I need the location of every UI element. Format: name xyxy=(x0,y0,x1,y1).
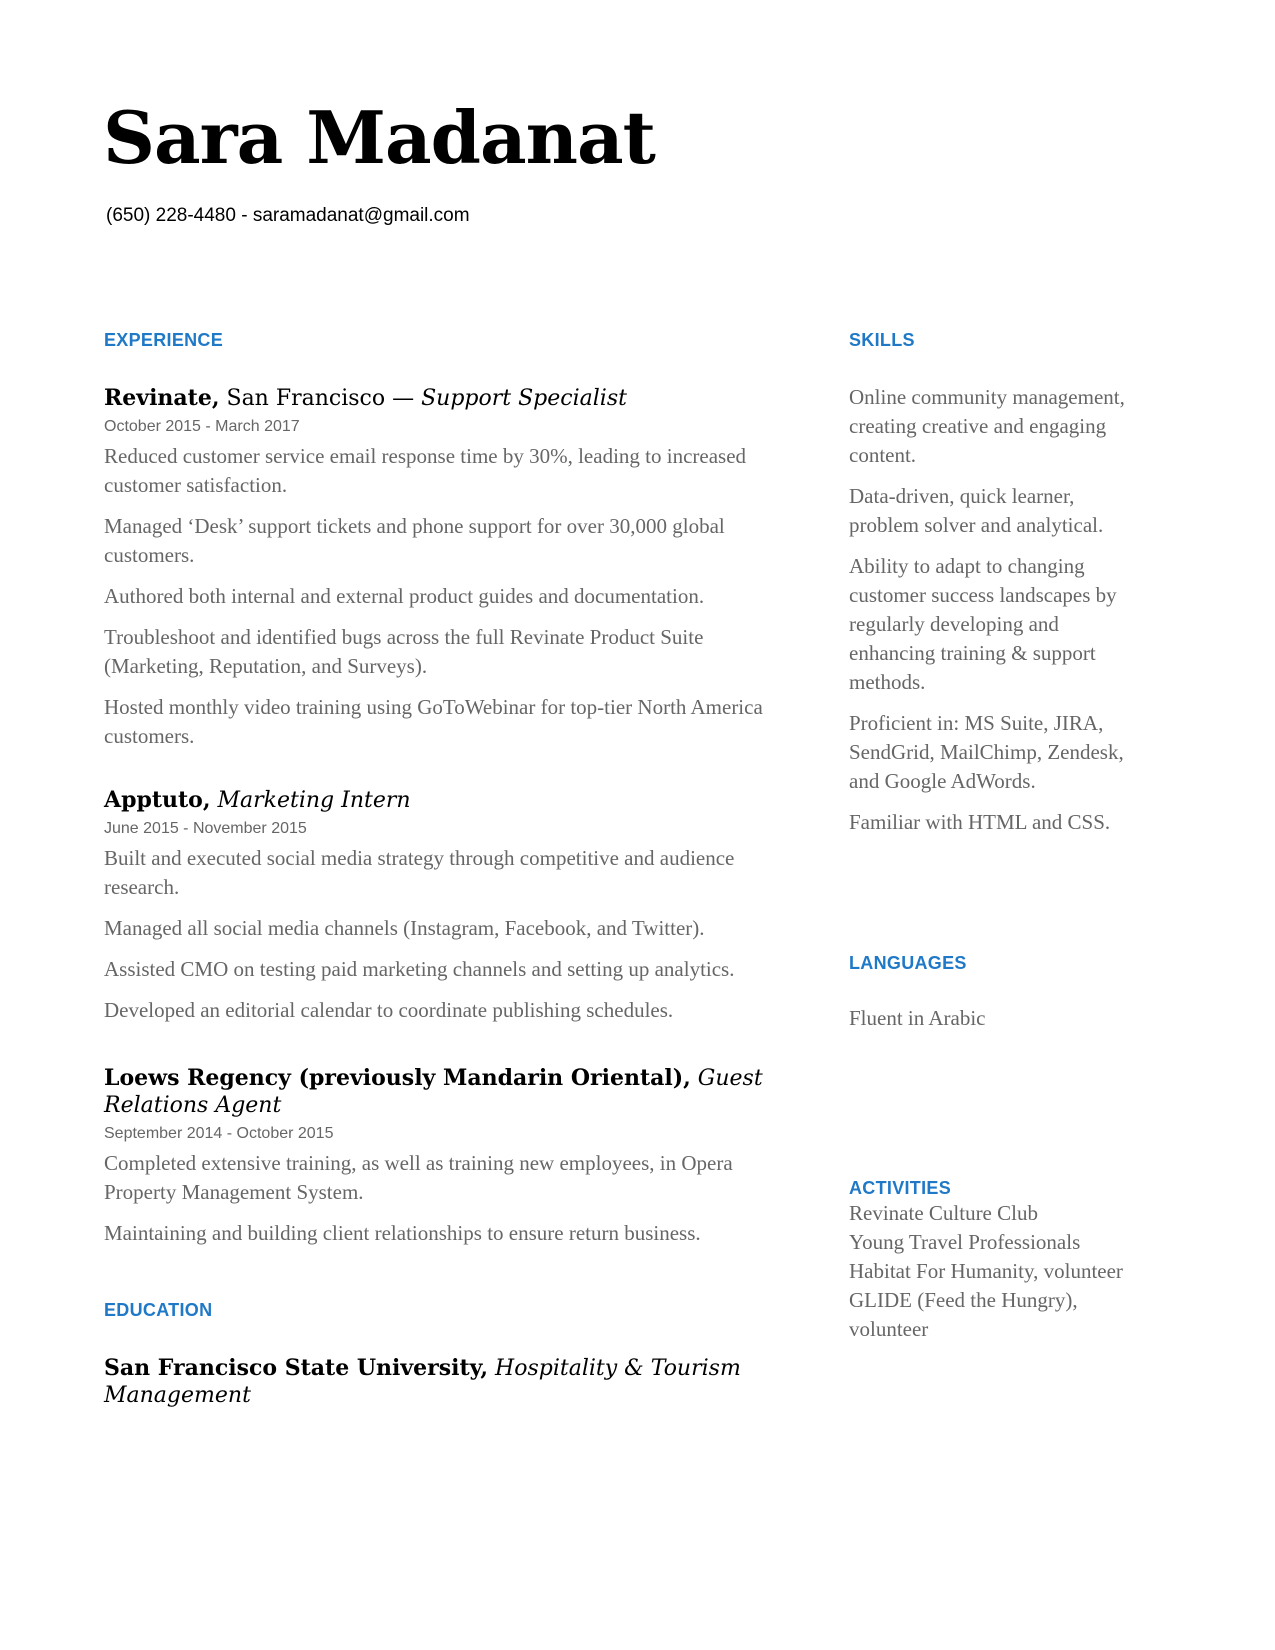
job-company: Apptuto, xyxy=(104,787,211,813)
languages-heading: LANGUAGES xyxy=(849,953,967,973)
activity-item: Revinate Culture Club xyxy=(849,1201,1038,1225)
job-bullet: Managed ‘Desk’ support tickets and phone support for over 30,000 global customers. xyxy=(104,514,725,567)
activities-section xyxy=(849,1178,1149,1344)
job-entry xyxy=(104,787,794,1025)
job-dates: October 2015 - March 2017 xyxy=(104,418,300,435)
education-entry xyxy=(104,1355,794,1409)
left-column xyxy=(104,330,794,1409)
job-bullet: Managed all social media channels (Instagram, Facebook, and Twitter). xyxy=(104,916,705,940)
education-heading: EDUCATION xyxy=(104,1300,213,1320)
job-dates: September 2014 - October 2015 xyxy=(104,1125,334,1142)
education-program: Hospitality & Tourism Management xyxy=(104,1356,741,1408)
job-location: San Francisco — xyxy=(219,386,422,411)
job-location xyxy=(691,1066,698,1091)
languages-list xyxy=(849,1004,1149,1033)
language-item: Fluent in Arabic xyxy=(849,1006,986,1030)
education-school: San Francisco State University, xyxy=(104,1355,489,1381)
job-title xyxy=(104,1065,794,1119)
job-entry xyxy=(104,1065,794,1248)
job-bullet: Built and executed social media strategy through competitive and audience research. xyxy=(104,846,735,899)
activity-item: Young Travel Professionals xyxy=(849,1230,1081,1254)
activity-item: Habitat For Humanity, volunteer xyxy=(849,1259,1123,1283)
skills-list xyxy=(849,383,1149,837)
job-bullet: Reduced customer service email response time by 30%, leading to increased customer satisfaction. xyxy=(104,444,747,497)
job-title xyxy=(104,787,794,814)
skill-item: Familiar with HTML and CSS. xyxy=(849,810,1111,834)
skill-item: Online community management, creating creative and engaging content. xyxy=(849,385,1125,467)
job-bullet: Assisted CMO on testing paid marketing channels and setting up analytics. xyxy=(104,957,735,981)
activities-heading: ACTIVITIES xyxy=(849,1178,952,1198)
job-dates: June 2015 - November 2015 xyxy=(104,820,307,837)
job-bullet: Completed extensive training, as well as training new employees, in Opera Property Management System. xyxy=(104,1151,733,1204)
job-bullet: Developed an editorial calendar to coordinate publishing schedules. xyxy=(104,998,674,1022)
job-role: Support Specialist xyxy=(421,386,627,411)
right-column xyxy=(849,330,1149,1344)
skill-item: Proficient in: MS Suite, JIRA, SendGrid, MailChimp, Zendesk, and Google AdWords. xyxy=(849,711,1124,793)
candidate-name: Sara Madanat xyxy=(103,95,655,180)
skill-item: Data-driven, quick learner, problem solver and analytical. xyxy=(849,484,1104,537)
job-company: Revinate, xyxy=(104,385,220,411)
job-bullet: Troubleshoot and identified bugs across the full Revinate Product Suite (Marketing, Reputation, and Surveys). xyxy=(104,625,704,678)
job-location xyxy=(211,788,218,813)
experience-heading: EXPERIENCE xyxy=(104,330,224,350)
skill-item: Ability to adapt to changing customer success landscapes by regularly developing and enhancing training & support methods. xyxy=(849,554,1117,694)
job-bullet: Hosted monthly video training using GoToWebinar for top-tier North America customers. xyxy=(104,695,763,748)
job-bullet: Maintaining and building client relationships to ensure return business. xyxy=(104,1221,701,1245)
languages-section xyxy=(849,953,1149,1033)
job-role: Marketing Intern xyxy=(217,788,411,813)
job-bullet: Authored both internal and external product guides and documentation. xyxy=(104,584,705,608)
education-section xyxy=(104,1300,794,1409)
contact-info: (650) 228-4480 - saramadanat@gmail.com xyxy=(106,205,470,226)
job-entry xyxy=(104,385,794,751)
job-company: Loews Regency (previously Mandarin Oriental), xyxy=(104,1065,691,1091)
job-title xyxy=(104,385,794,412)
skills-heading: SKILLS xyxy=(849,330,915,350)
activity-item: GLIDE (Feed the Hungry), volunteer xyxy=(849,1288,1078,1341)
job-role: Guest Relations Agent xyxy=(104,1066,763,1118)
